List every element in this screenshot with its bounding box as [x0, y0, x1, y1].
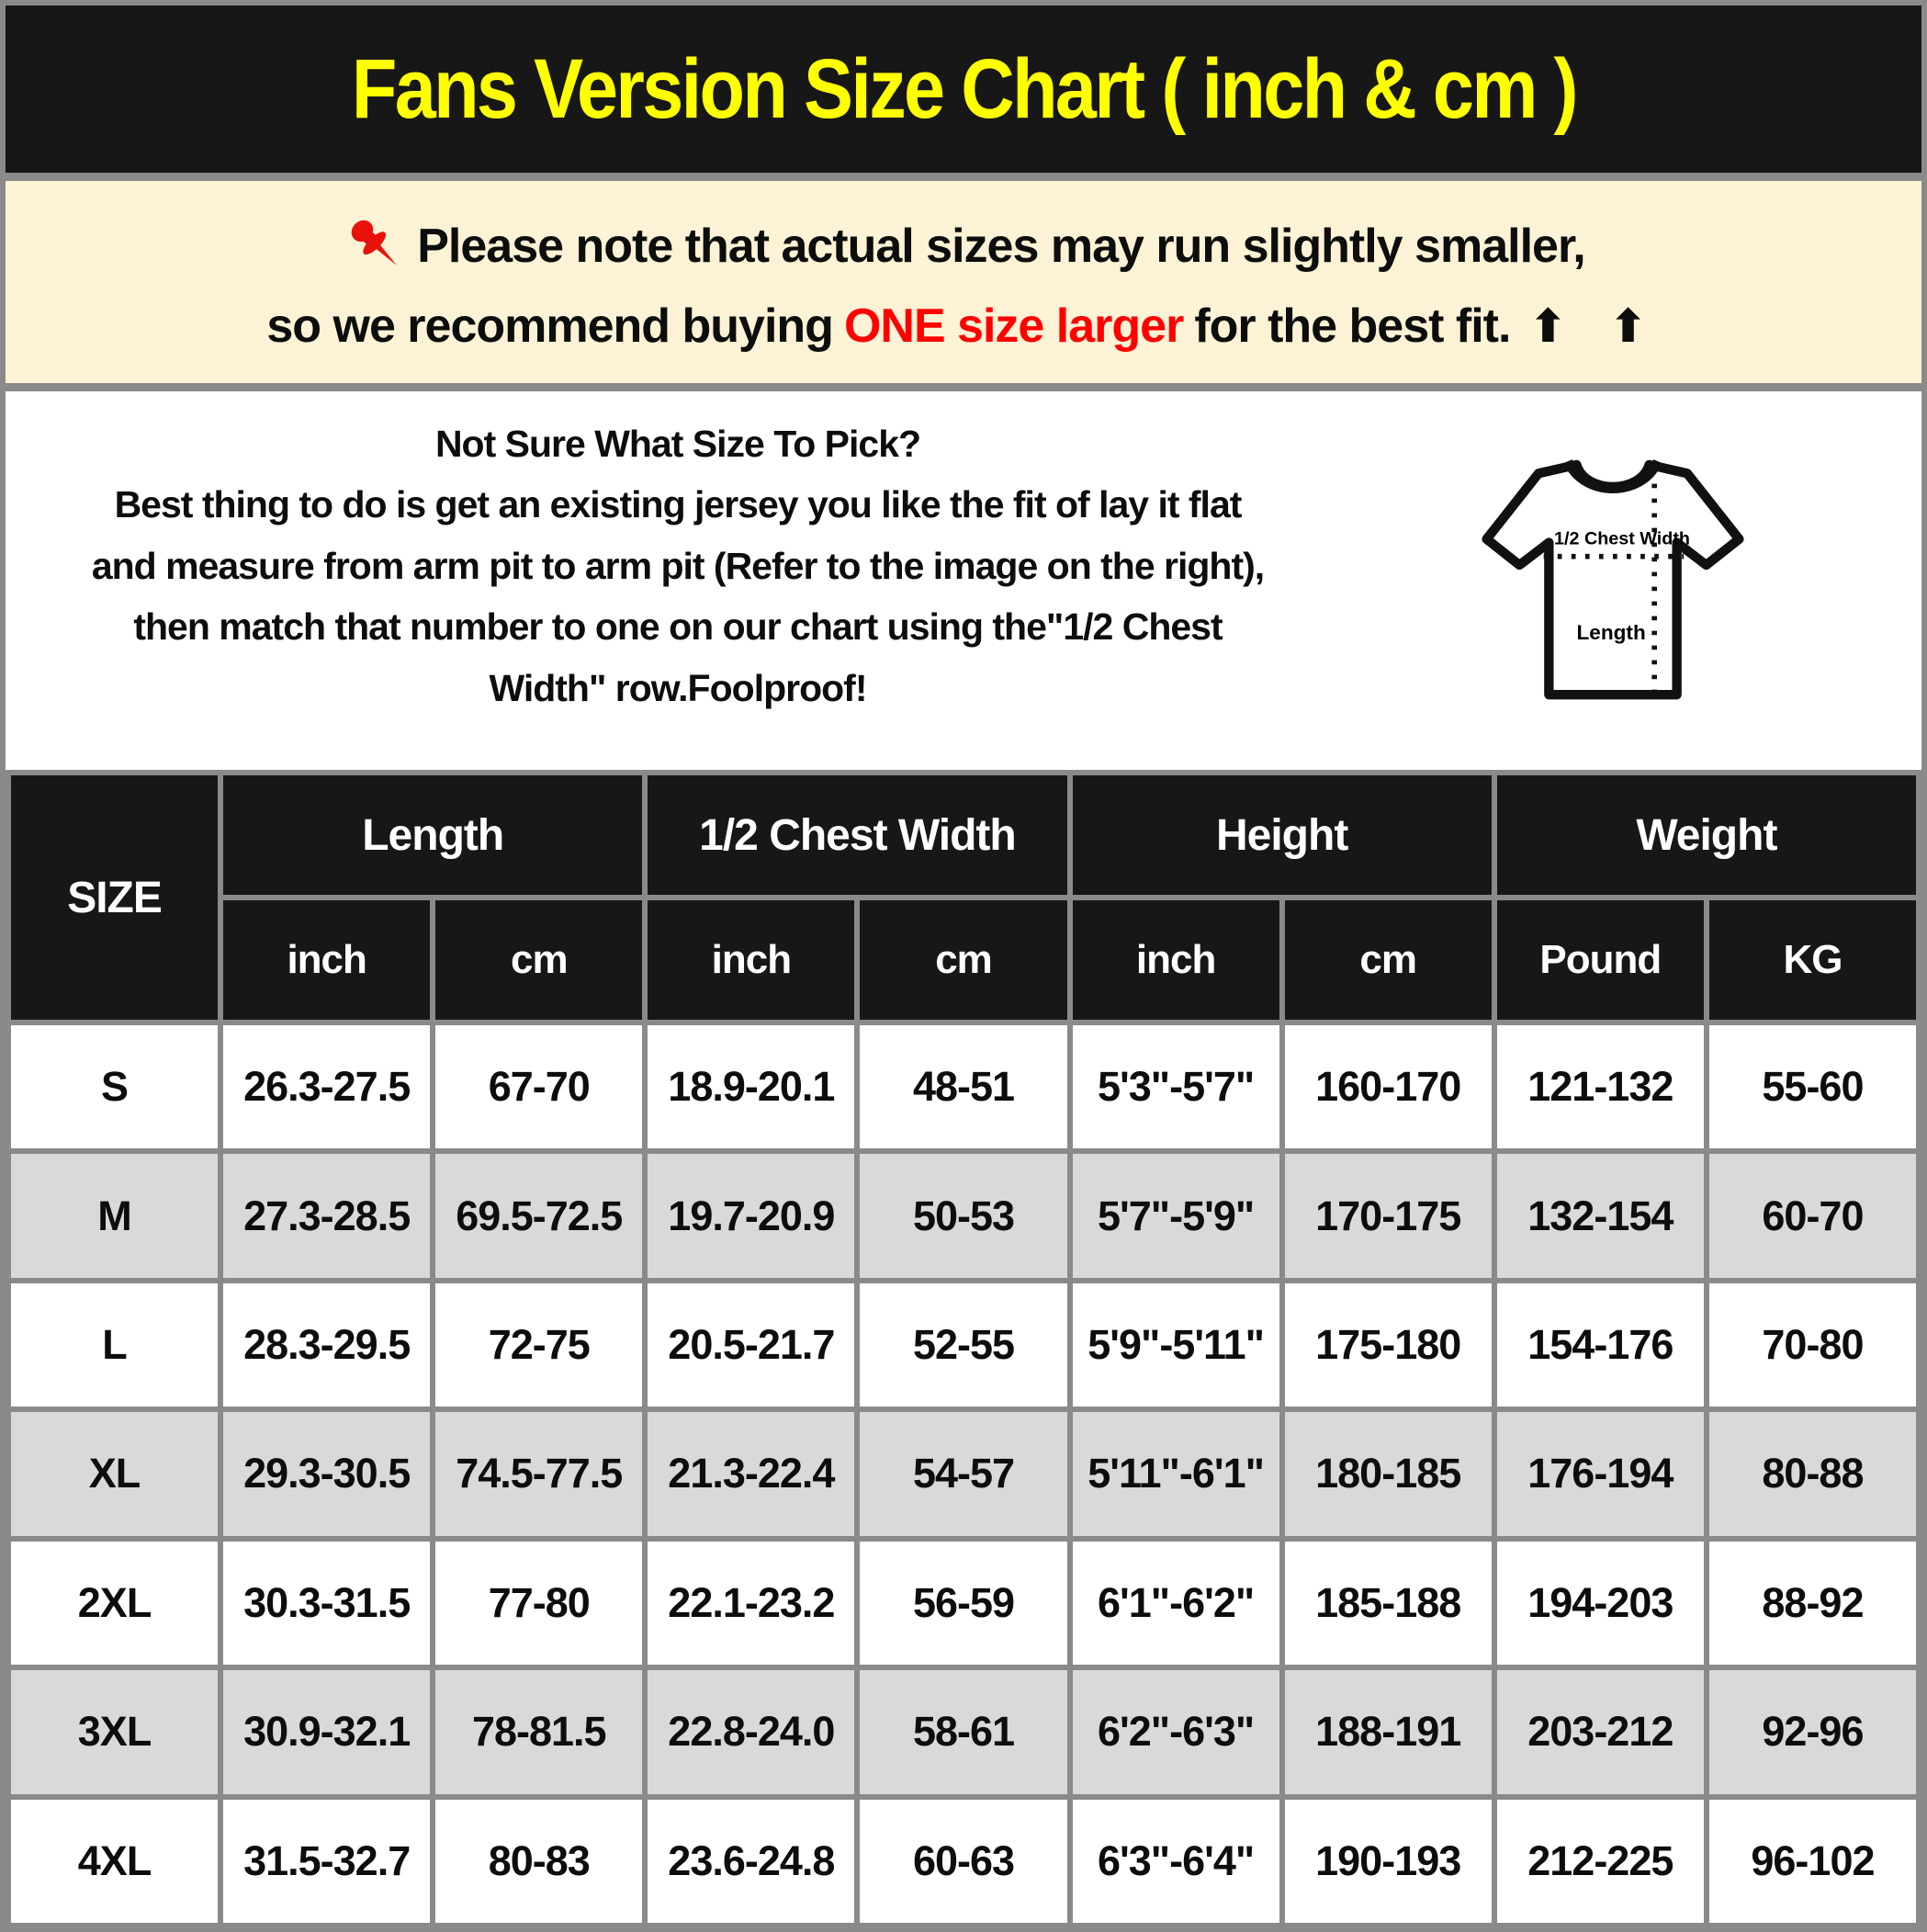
- guide-heading: Not Sure What Size To Pick?: [434, 423, 921, 465]
- value-cell: 5'7"-5'9": [1070, 1151, 1282, 1280]
- note-text-2-suffix: for the best fit.: [1194, 299, 1511, 353]
- guide-line: Width" row.Foolproof!: [489, 666, 867, 709]
- value-cell: 30.9-32.1: [220, 1667, 433, 1796]
- value-cell: 70-80: [1707, 1281, 1919, 1409]
- tshirt-diagram: [1337, 391, 1888, 770]
- note-line-1: [342, 210, 1585, 282]
- value-cell: 6'3"-6'4": [1070, 1797, 1282, 1926]
- size-cell: 3XL: [8, 1667, 220, 1796]
- size-cell: L: [8, 1281, 220, 1409]
- value-cell: 180-185: [1282, 1409, 1494, 1538]
- size-column-header: SIZE: [8, 773, 220, 1022]
- value-cell: 170-175: [1282, 1151, 1494, 1280]
- tshirt-icon: [1466, 419, 1760, 742]
- value-cell: 29.3-30.5: [220, 1409, 433, 1538]
- table-row: [8, 1539, 1919, 1667]
- note-line-2: [266, 299, 1660, 354]
- value-cell: 22.8-24.0: [645, 1667, 857, 1796]
- value-cell: 190-193: [1282, 1797, 1494, 1926]
- note-text-1: Please note that actual sizes may run slightly smaller,: [417, 220, 1585, 273]
- value-cell: 96-102: [1707, 1797, 1919, 1926]
- unit-header: inch: [1070, 898, 1282, 1022]
- table-row: [8, 1151, 1919, 1280]
- value-cell: 175-180: [1282, 1281, 1494, 1409]
- unit-header: Pound: [1494, 898, 1707, 1022]
- value-cell: 30.3-31.5: [220, 1539, 433, 1667]
- value-cell: 54-57: [857, 1409, 1069, 1538]
- guide-line: and measure from arm pit to arm pit (Refer to the image on the right),: [91, 544, 1265, 587]
- page-title: Fans Version Size Chart ( inch & cm ): [351, 41, 1576, 136]
- guide-line: Best thing to do is get an existing jersey you like the fit of lay it flat: [114, 483, 1242, 526]
- unit-header: KG: [1707, 898, 1919, 1022]
- value-cell: 72-75: [433, 1281, 645, 1409]
- value-cell: 6'1"-6'2": [1070, 1539, 1282, 1667]
- table-row: [8, 1409, 1919, 1538]
- value-cell: 80-88: [1707, 1409, 1919, 1538]
- value-cell: 22.1-23.2: [645, 1539, 857, 1667]
- value-cell: 176-194: [1494, 1409, 1707, 1538]
- chest-width-label: 1/2 Chest Width: [1554, 528, 1690, 549]
- value-cell: 154-176: [1494, 1281, 1707, 1409]
- size-table-header: [8, 773, 1919, 1022]
- value-cell: 188-191: [1282, 1667, 1494, 1796]
- group-header-chest: 1/2 Chest Width: [645, 773, 1069, 898]
- value-cell: 203-212: [1494, 1667, 1707, 1796]
- group-header-length: Length: [220, 773, 645, 898]
- value-cell: 58-61: [857, 1667, 1069, 1796]
- size-cell: S: [8, 1022, 220, 1151]
- value-cell: 31.5-32.7: [220, 1797, 433, 1926]
- value-cell: 78-81.5: [433, 1667, 645, 1796]
- value-cell: 5'9"-5'11": [1070, 1281, 1282, 1409]
- note-highlight: ONE size larger: [843, 299, 1184, 353]
- length-label: Length: [1576, 621, 1646, 644]
- value-cell: 69.5-72.5: [433, 1151, 645, 1280]
- up-arrows-icon: ⬆ ⬆: [1528, 299, 1661, 353]
- guide-text: [6, 391, 1337, 770]
- unit-header: cm: [1282, 898, 1494, 1022]
- value-cell: 20.5-21.7: [645, 1281, 857, 1409]
- size-cell: 4XL: [8, 1797, 220, 1926]
- unit-header: inch: [645, 898, 857, 1022]
- value-cell: 52-55: [857, 1281, 1069, 1409]
- unit-header: inch: [220, 898, 433, 1022]
- value-cell: 56-59: [857, 1539, 1069, 1667]
- value-cell: 74.5-77.5: [433, 1409, 645, 1538]
- value-cell: 60-70: [1707, 1151, 1919, 1280]
- note-text-2-prefix: so we recommend buying: [266, 299, 833, 353]
- group-header-weight: Weight: [1494, 773, 1919, 898]
- pushpin-icon: [342, 210, 413, 282]
- size-cell: 2XL: [8, 1539, 220, 1667]
- value-cell: 5'11"-6'1": [1070, 1409, 1282, 1538]
- table-row: [8, 1281, 1919, 1409]
- value-cell: 19.7-20.9: [645, 1151, 857, 1280]
- group-header-row: [8, 773, 1919, 898]
- value-cell: 50-53: [857, 1151, 1069, 1280]
- value-cell: 194-203: [1494, 1539, 1707, 1667]
- value-cell: 92-96: [1707, 1667, 1919, 1796]
- value-cell: 121-132: [1494, 1022, 1707, 1151]
- value-cell: 212-225: [1494, 1797, 1707, 1926]
- value-cell: 27.3-28.5: [220, 1151, 433, 1280]
- note-banner: [6, 173, 1921, 391]
- group-header-height: Height: [1070, 773, 1494, 898]
- guide-section: [6, 391, 1921, 770]
- value-cell: 77-80: [433, 1539, 645, 1667]
- value-cell: 55-60: [1707, 1022, 1919, 1151]
- unit-header-row: [8, 898, 1919, 1022]
- value-cell: 60-63: [857, 1797, 1069, 1926]
- title-bar: [6, 6, 1921, 173]
- value-cell: 88-92: [1707, 1539, 1919, 1667]
- value-cell: 160-170: [1282, 1022, 1494, 1151]
- value-cell: 6'2"-6'3": [1070, 1667, 1282, 1796]
- value-cell: 21.3-22.4: [645, 1409, 857, 1538]
- unit-header: cm: [857, 898, 1069, 1022]
- value-cell: 48-51: [857, 1022, 1069, 1151]
- value-cell: 80-83: [433, 1797, 645, 1926]
- value-cell: 18.9-20.1: [645, 1022, 857, 1151]
- value-cell: 5'3"-5'7": [1070, 1022, 1282, 1151]
- table-row: [8, 1667, 1919, 1796]
- size-cell: M: [8, 1151, 220, 1280]
- value-cell: 26.3-27.5: [220, 1022, 433, 1151]
- value-cell: 67-70: [433, 1022, 645, 1151]
- value-cell: 185-188: [1282, 1539, 1494, 1667]
- table-row: [8, 1022, 1919, 1151]
- unit-header: cm: [433, 898, 645, 1022]
- size-table: [6, 770, 1921, 1928]
- size-table-body: [8, 1022, 1919, 1926]
- guide-line: then match that number to one on our chart using the"1/2 Chest: [133, 605, 1223, 649]
- size-cell: XL: [8, 1409, 220, 1538]
- value-cell: 132-154: [1494, 1151, 1707, 1280]
- value-cell: 28.3-29.5: [220, 1281, 433, 1409]
- value-cell: 23.6-24.8: [645, 1797, 857, 1926]
- table-row: [8, 1797, 1919, 1926]
